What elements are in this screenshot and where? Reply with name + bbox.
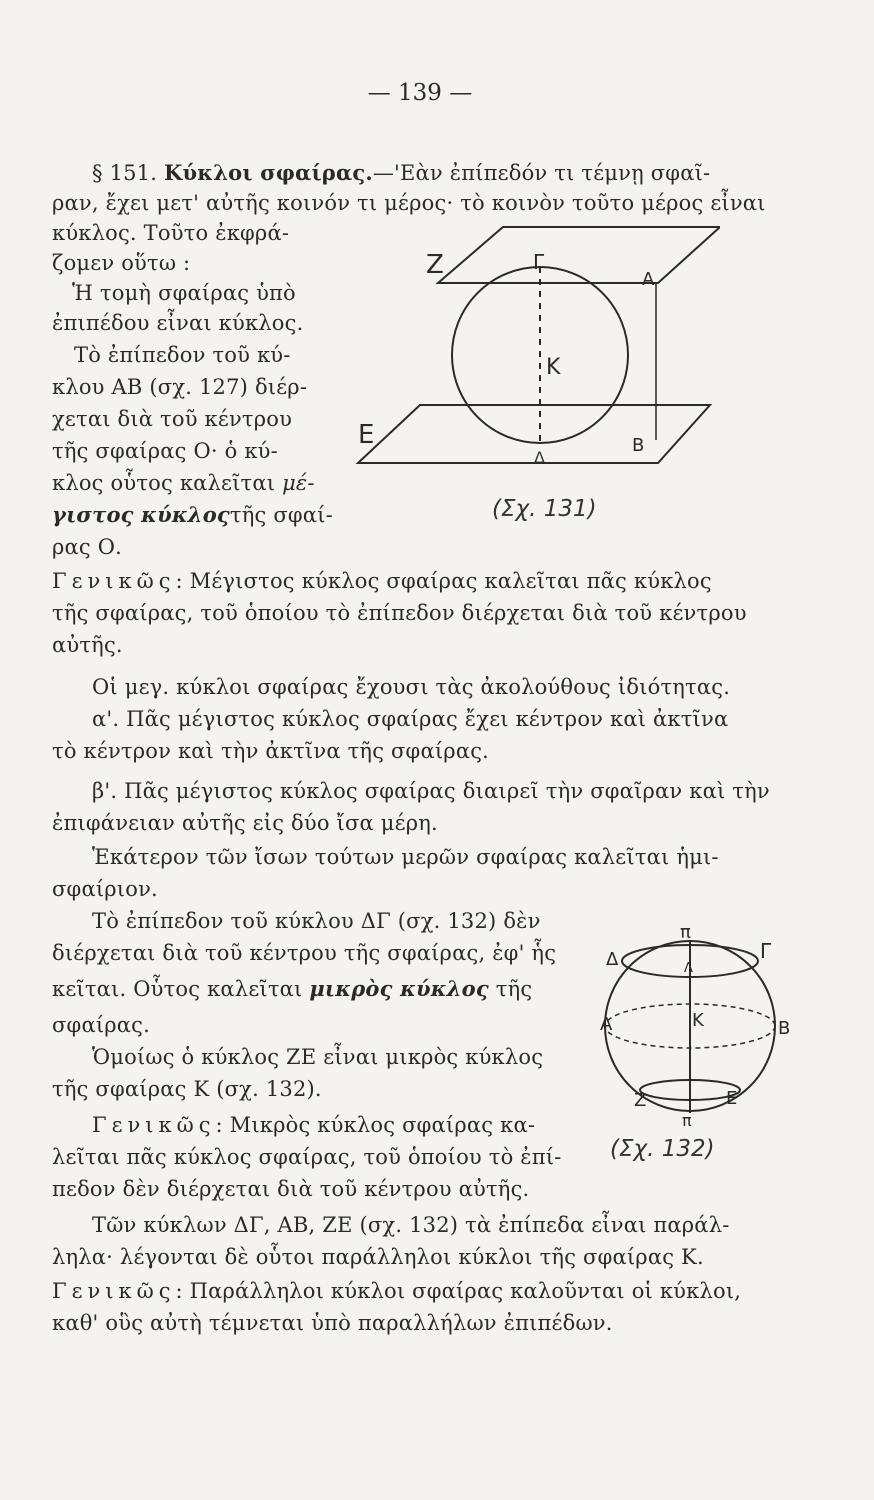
label-pi-top: π: [680, 922, 691, 943]
text-line: Τὸ ἐπίπεδον τοῦ κύκλου ΔΓ (σχ. 132) δὲν: [92, 909, 541, 933]
text-line: λεῖται πᾶς κύκλος σφαίρας, τοῦ ὁποίου τὸ ἐπί-: [52, 1145, 562, 1169]
text-line: σφαίριον.: [52, 877, 158, 901]
page-number: — 139 —: [367, 80, 473, 106]
text-run: : Μέγιστος κύκλος σφαίρας καλεῖται πᾶς κύκλος: [175, 569, 712, 593]
term-great-circle: γιστος κύκλος: [52, 502, 230, 527]
label-B: B: [632, 435, 645, 456]
text-line: χεται διὰ τοῦ κέντρου: [52, 407, 293, 431]
upper-plane: [438, 227, 720, 283]
text-line: ζομεν οὕτω :: [52, 251, 191, 275]
label-Z: Ζ: [634, 1090, 647, 1111]
text-line: ληλα· λέγονται δὲ οὗτοι παράλληλοι κύκλοι τῆς σφαίρας Κ.: [52, 1245, 704, 1269]
text-line: Ὁμοίως ὁ κύκλος ΖΕ εἶναι μικρὸς κύκλος: [92, 1045, 544, 1069]
figure-132-caption: (Σχ. 132): [610, 1136, 715, 1162]
text-line: πεδον δὲν διέρχεται διὰ τοῦ κέντρου αὐτῆς.: [52, 1177, 530, 1201]
label-Gamma: Γ: [760, 939, 772, 963]
text-line: κλου ΑΒ (σχ. 127) διέρ-: [52, 375, 308, 399]
term-small-circle: μικρὸς κύκλος: [309, 976, 489, 1001]
section-title: Κύκλοι σφαίρας.: [164, 160, 373, 185]
label-E: Ε: [726, 1088, 738, 1109]
text-run: τῆς σφαί-: [229, 503, 333, 527]
text-line: ἐπιπέδου εἶναι κύκλος.: [52, 311, 304, 335]
term-emphasis: μέ-: [282, 471, 315, 495]
text-run: : Παράλληλοι κύκλοι σφαίρας καλοῦνται οἱ κύκλοι,: [175, 1279, 742, 1303]
text-line: τῆς σφαίρας Ο· ὁ κύ-: [52, 439, 278, 463]
text-line: ραν, ἔχει μετ' αὐτῆς κοινόν τι μέρος· τὸ κοινὸν τοῦτο μέρος εἶναι: [52, 191, 766, 215]
text-line: αὐτῆς.: [52, 633, 123, 657]
text-line: [52, 974, 532, 1004]
figure-131-caption: (Σχ. 131): [492, 496, 597, 522]
label-Delta: Δ: [606, 949, 619, 970]
text-line: α'. Πᾶς μέγιστος κύκλος σφαίρας ἔχει κέντρον καὶ ἀκτῖνα: [92, 707, 729, 731]
generally-heading: Γενικῶς: [92, 1113, 216, 1137]
text-line: Τὸ ἐπίπεδον τοῦ κύ-: [74, 343, 291, 367]
label-K: K: [546, 355, 561, 380]
label-K: K: [692, 1010, 704, 1031]
text-line: κύκλος. Τοῦτο ἐκφρά-: [52, 221, 290, 245]
text-run: κλος οὗτος καλεῖται: [52, 471, 276, 495]
text-line: τῆς σφαίρας Κ (σχ. 132).: [52, 1077, 322, 1101]
text-line: καθ' οὓς αὐτὴ τέμνεται ὑπὸ παραλλήλων ἐπιπέδων.: [52, 1311, 613, 1335]
section-number: § 151.: [92, 161, 158, 185]
label-Lambda: Λ: [684, 961, 693, 976]
figure-132: [600, 918, 820, 1133]
text-line: [52, 500, 333, 530]
section-intro: —'Εὰν ἐπίπεδόν τι τέμνῃ σφαῖ-: [372, 161, 711, 185]
text-line: [52, 468, 315, 498]
text-line: τῆς σφαίρας, τοῦ ὁποίου τὸ ἐπίπεδον διέρχεται διὰ τοῦ κέντρου: [52, 601, 747, 625]
label-E: E: [358, 420, 375, 450]
label-Gamma: Γ: [533, 250, 545, 274]
text-line: [92, 1110, 535, 1140]
text-line: Τῶν κύκλων ΔΓ, ΑΒ, ΖΕ (σχ. 132) τὰ ἐπίπεδα εἶναι παράλ-: [92, 1213, 730, 1237]
label-B: B: [778, 1018, 791, 1039]
text-run: : Μικρὸς κύκλος σφαίρας κα-: [215, 1113, 536, 1137]
text-run: κεῖται. Οὗτος καλεῖται: [52, 977, 303, 1001]
text-line: διέρχεται διὰ τοῦ κέντρου τῆς σφαίρας, ἐφ' ἧς: [52, 941, 557, 965]
text-line: ρας Ο.: [52, 535, 123, 559]
label-Delta: Δ: [534, 448, 545, 467]
label-A: A: [600, 1014, 613, 1035]
text-run: τῆς: [495, 977, 533, 1001]
generally-heading: Γενικῶς: [52, 1279, 176, 1303]
label-pi-bottom: π: [682, 1111, 692, 1130]
text-line: τὸ κέντρον καὶ τὴν ἀκτῖνα τῆς σφαίρας.: [52, 739, 490, 763]
label-A: A: [642, 269, 655, 290]
section-heading-line: [92, 158, 710, 188]
text-line: β'. Πᾶς μέγιστος κύκλος σφαίρας διαιρεῖ τὴν σφαῖραν καὶ τὴν: [92, 779, 770, 803]
text-line: σφαίρας.: [52, 1013, 151, 1037]
text-line: [52, 1276, 741, 1306]
text-line: Οἱ μεγ. κύκλοι σφαίρας ἔχουσι τὰς ἀκολούθους ἰδιότητας.: [92, 675, 731, 699]
generally-heading: Γενικῶς: [52, 569, 176, 593]
text-line: [52, 566, 790, 596]
figure-131: [350, 215, 720, 475]
text-line: ἐπιφάνειαν αὐτῆς εἰς δύο ἴσα μέρη.: [52, 811, 438, 835]
text-line: Ἡ τομὴ σφαίρας ὑπὸ: [72, 281, 296, 305]
text-line: Ἑκάτερον τῶν ἴσων τούτων μερῶν σφαίρας καλεῖται ἡμι-: [92, 845, 719, 869]
label-Z: Z: [426, 250, 444, 280]
